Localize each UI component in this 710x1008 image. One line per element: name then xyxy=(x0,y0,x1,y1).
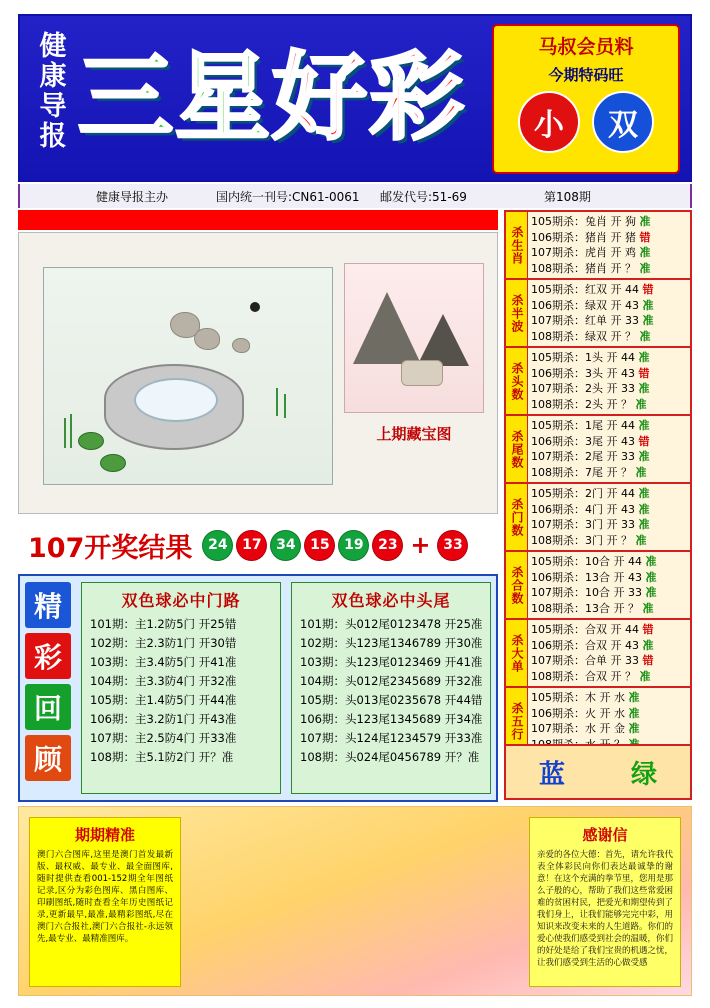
kill-row: 105期杀：红双 开 44 错 xyxy=(531,283,654,296)
color-green: 绿 xyxy=(630,759,657,790)
kill-block-dadan xyxy=(506,620,690,688)
kill-block-rows xyxy=(528,280,690,346)
well-inner-shape xyxy=(134,378,218,422)
table-row: 108期：头024尾0456789 开？准 xyxy=(300,750,480,764)
highlight-char-4: 顾 xyxy=(25,735,71,781)
kill-row: 106期杀：火 开 水 准 xyxy=(531,706,640,720)
masthead xyxy=(18,14,692,182)
kill-block-title: 杀五行 xyxy=(506,688,528,754)
kill-block-weishu xyxy=(506,416,690,484)
kill-row: 105期杀：木 开 水 准 xyxy=(531,691,640,704)
kill-row: 108期杀：合双 开 ？ 准 xyxy=(531,669,651,683)
kill-block-rows xyxy=(528,416,690,482)
result-ball: 23 xyxy=(372,530,403,561)
draw-result-balls xyxy=(202,530,468,561)
kill-row: 105期杀：合双 开 44 错 xyxy=(531,623,654,636)
masthead-title-part1: 三星 xyxy=(78,43,273,153)
table-row: 106期：头123尾1345689 开34准 xyxy=(300,712,483,726)
table-row: 103期：头123尾0123469 开41准 xyxy=(300,655,483,669)
table-row: 102期：头123尾1346789 开30准 xyxy=(300,636,483,650)
kill-row: 108期杀：7尾 开 ？ 准 xyxy=(531,465,647,479)
note-accuracy-title: 期期精准 xyxy=(74,826,135,844)
grass-shape xyxy=(284,394,286,418)
result-ball: 17 xyxy=(236,530,267,561)
result-ball: 15 xyxy=(304,530,335,561)
table-row: 105期：主1.4防5门 开44准 xyxy=(90,693,237,707)
kill-block-title: 杀头数 xyxy=(506,348,528,414)
kill-block-rows xyxy=(528,348,690,414)
masthead-publisher: 健康导报 xyxy=(39,31,67,152)
sub-issue: 第108期 xyxy=(544,189,591,204)
left-column xyxy=(18,210,498,802)
member-box xyxy=(492,24,680,174)
kill-block-rows xyxy=(528,552,690,618)
treasure-illustration xyxy=(43,267,333,485)
masthead-title xyxy=(78,34,498,166)
table-row: 103期：主3.4防5门 开41准 xyxy=(90,655,237,669)
draw-result-label: 107开奖结果 xyxy=(28,532,193,564)
table-row: 101期：主1.2防5门 开25错 xyxy=(90,617,237,631)
table-row: 102期：主2.3防1门 开30错 xyxy=(90,636,237,650)
kill-row: 105期杀：1尾 开 44 准 xyxy=(531,419,650,432)
side-illustration xyxy=(344,263,484,413)
draw-result-row xyxy=(18,522,498,568)
kill-row: 106期杀：13合 开 43 准 xyxy=(531,570,657,584)
kill-row: 108期杀：3门 开 ？ 准 xyxy=(531,533,647,547)
member-box-balls xyxy=(494,91,678,153)
red-divider xyxy=(18,210,498,230)
kill-block-heshu xyxy=(506,552,690,620)
kill-row: 106期杀：4门 开 43 准 xyxy=(531,502,650,516)
rock-shape xyxy=(232,338,250,353)
result-ball: 19 xyxy=(338,530,369,561)
kill-block-title: 杀半波 xyxy=(506,280,528,346)
kill-row: 105期杀：1头 开 44 准 xyxy=(531,351,650,364)
spider-shape xyxy=(250,302,260,312)
kill-block-title: 杀生肖 xyxy=(506,212,528,278)
kill-block-rows xyxy=(528,212,690,278)
highlight-char-2: 彩 xyxy=(25,633,71,679)
sub-header-bar xyxy=(18,184,692,208)
grass-shape xyxy=(276,388,278,416)
kill-row: 106期杀：合双 开 43 准 xyxy=(531,638,654,652)
kill-row: 106期杀：绿双 开 43 准 xyxy=(531,298,654,312)
table-row: 101期：头012尾0123478 开25准 xyxy=(300,617,483,631)
table-touwei xyxy=(291,582,491,794)
table-row: 107期：头124尾1234579 开33准 xyxy=(300,731,483,745)
member-ball-small: 小 xyxy=(518,91,580,153)
kill-row: 107期杀：10合 开 33 准 xyxy=(531,586,657,599)
kill-block-title: 杀合数 xyxy=(506,552,528,618)
kill-block-title: 杀门数 xyxy=(506,484,528,550)
bottom-banner xyxy=(18,806,692,996)
horse-shape xyxy=(401,360,443,386)
note-thanks xyxy=(529,817,681,987)
kill-row: 107期杀：红单 开 33 准 xyxy=(531,314,654,327)
picture-area xyxy=(18,232,498,514)
result-ball: 24 xyxy=(202,530,233,561)
table-row: 108期：主5.1防2门 开？准 xyxy=(90,750,234,764)
sub-postcode: 邮发代号:51-69 xyxy=(380,189,467,204)
mountain-shape xyxy=(417,314,469,366)
note-thanks-body: 亲爱的各位大德：首先，请允许我代表全体彩民向你们表达最诚挚的谢意！在这个充满的拳节里，您用是那么子般的心，帮助了我们这些常爱困难的贫困村民，把爱光和期望传到了我们身上，让我们能够完完中彩，用知识来改变未来的人生道路。你们的爱心使我们感受到社会的温暖，你们的好处是给了我们宝贵的机遇之忧，让我们感受到生活的心做受感 xyxy=(537,850,674,968)
kill-block-banbo xyxy=(506,280,690,348)
sub-issn: 国内统一刊号:CN61-0061 xyxy=(216,189,360,204)
kill-block-title: 杀尾数 xyxy=(506,416,528,482)
turtle-shape xyxy=(78,432,104,450)
table-touwei-rows xyxy=(292,615,490,771)
note-accuracy-body: 澳门六合图库,这里是澳门首发最新版、最权威、最专业、最全面图库,随时提供查看001-152期全年图纸记录,区分为彩色图库、黑白图库、印刷图纸,随时查看全年历史图纸记录,更新最早,最准,最精彩图纸,尽在澳门六合报社,澳门六合报社-永远领先,最专业、最精准图库。 xyxy=(37,850,173,944)
plus-sign: + xyxy=(410,531,431,559)
highlight-char-3: 回 xyxy=(25,684,71,730)
table-touwei-title: 双色球必中头尾 xyxy=(331,591,451,610)
color-blue: 蓝 xyxy=(538,759,565,790)
kill-row: 108期杀：绿双 开 ？ 准 xyxy=(531,329,651,343)
color-box xyxy=(504,744,692,800)
kill-block-rows xyxy=(528,484,690,550)
kill-row: 106期杀：3头 开 43 错 xyxy=(531,366,650,380)
table-row: 104期：主3.3防4门 开32准 xyxy=(90,674,237,688)
turtle-shape xyxy=(100,454,126,472)
picture-caption: 上期藏宝图 xyxy=(376,425,452,443)
sub-publisher: 健康导报主办 xyxy=(96,189,169,204)
kill-row: 106期杀：3尾 开 43 错 xyxy=(531,434,650,448)
kill-row: 107期杀：虎肖 开 鸡 准 xyxy=(531,246,651,259)
result-ball: 34 xyxy=(270,530,301,561)
table-row: 106期：主3.2防1门 开43准 xyxy=(90,712,237,726)
table-menlu-title: 双色球必中门路 xyxy=(121,591,241,610)
kill-block-menshu xyxy=(506,484,690,552)
kill-row: 107期杀：合单 开 33 错 xyxy=(531,654,654,667)
table-menlu xyxy=(81,582,281,794)
kill-row: 105期杀：10合 开 44 准 xyxy=(531,555,657,568)
mountain-shape xyxy=(353,292,421,364)
result-ball-special: 33 xyxy=(437,530,468,561)
note-accuracy xyxy=(29,817,181,987)
note-thanks-title: 感谢信 xyxy=(582,826,628,844)
highlight-column xyxy=(20,576,76,800)
kill-block-rows xyxy=(528,620,690,686)
kill-block-shengxiao xyxy=(506,212,690,280)
well-shape xyxy=(104,364,244,450)
table-menlu-rows xyxy=(82,615,280,771)
kill-forecast-panel xyxy=(504,210,692,756)
grass-shape xyxy=(64,418,66,448)
forecast-tables xyxy=(18,574,498,802)
member-ball-even: 双 xyxy=(592,91,654,153)
table-row: 104期：头012尾2345689 开32准 xyxy=(300,674,483,688)
kill-block-title: 杀大单 xyxy=(506,620,528,686)
kill-row: 108期杀：猪肖 开 ？ 准 xyxy=(531,261,651,275)
member-box-title: 马叔会员料 xyxy=(538,36,634,58)
kill-row: 107期杀：3门 开 33 准 xyxy=(531,518,650,531)
rock-shape xyxy=(194,328,220,350)
kill-block-toushu xyxy=(506,348,690,416)
masthead-title-part2: 好彩 xyxy=(272,43,467,153)
kill-row: 105期杀：兔肖 开 狗 准 xyxy=(531,215,651,228)
kill-row: 107期杀：2头 开 33 准 xyxy=(531,382,650,395)
kill-row: 108期杀：2头 开 ？ 准 xyxy=(531,397,647,411)
grass-shape xyxy=(70,414,72,448)
kill-row: 105期杀：2门 开 44 准 xyxy=(531,487,650,500)
table-row: 105期：头013尾0235678 开44错 xyxy=(300,693,483,707)
kill-row: 107期杀：水 开 金 准 xyxy=(531,722,640,735)
kill-row: 107期杀：2尾 开 33 准 xyxy=(531,450,650,463)
kill-row: 108期杀：13合 开 ？ 准 xyxy=(531,601,654,615)
table-row: 107期：主2.5防4门 开33准 xyxy=(90,731,237,745)
member-box-subtitle: 今期特码旺 xyxy=(548,66,624,84)
highlight-char-1: 精 xyxy=(25,582,71,628)
kill-row: 106期杀：猪肖 开 猪 错 xyxy=(531,230,651,244)
